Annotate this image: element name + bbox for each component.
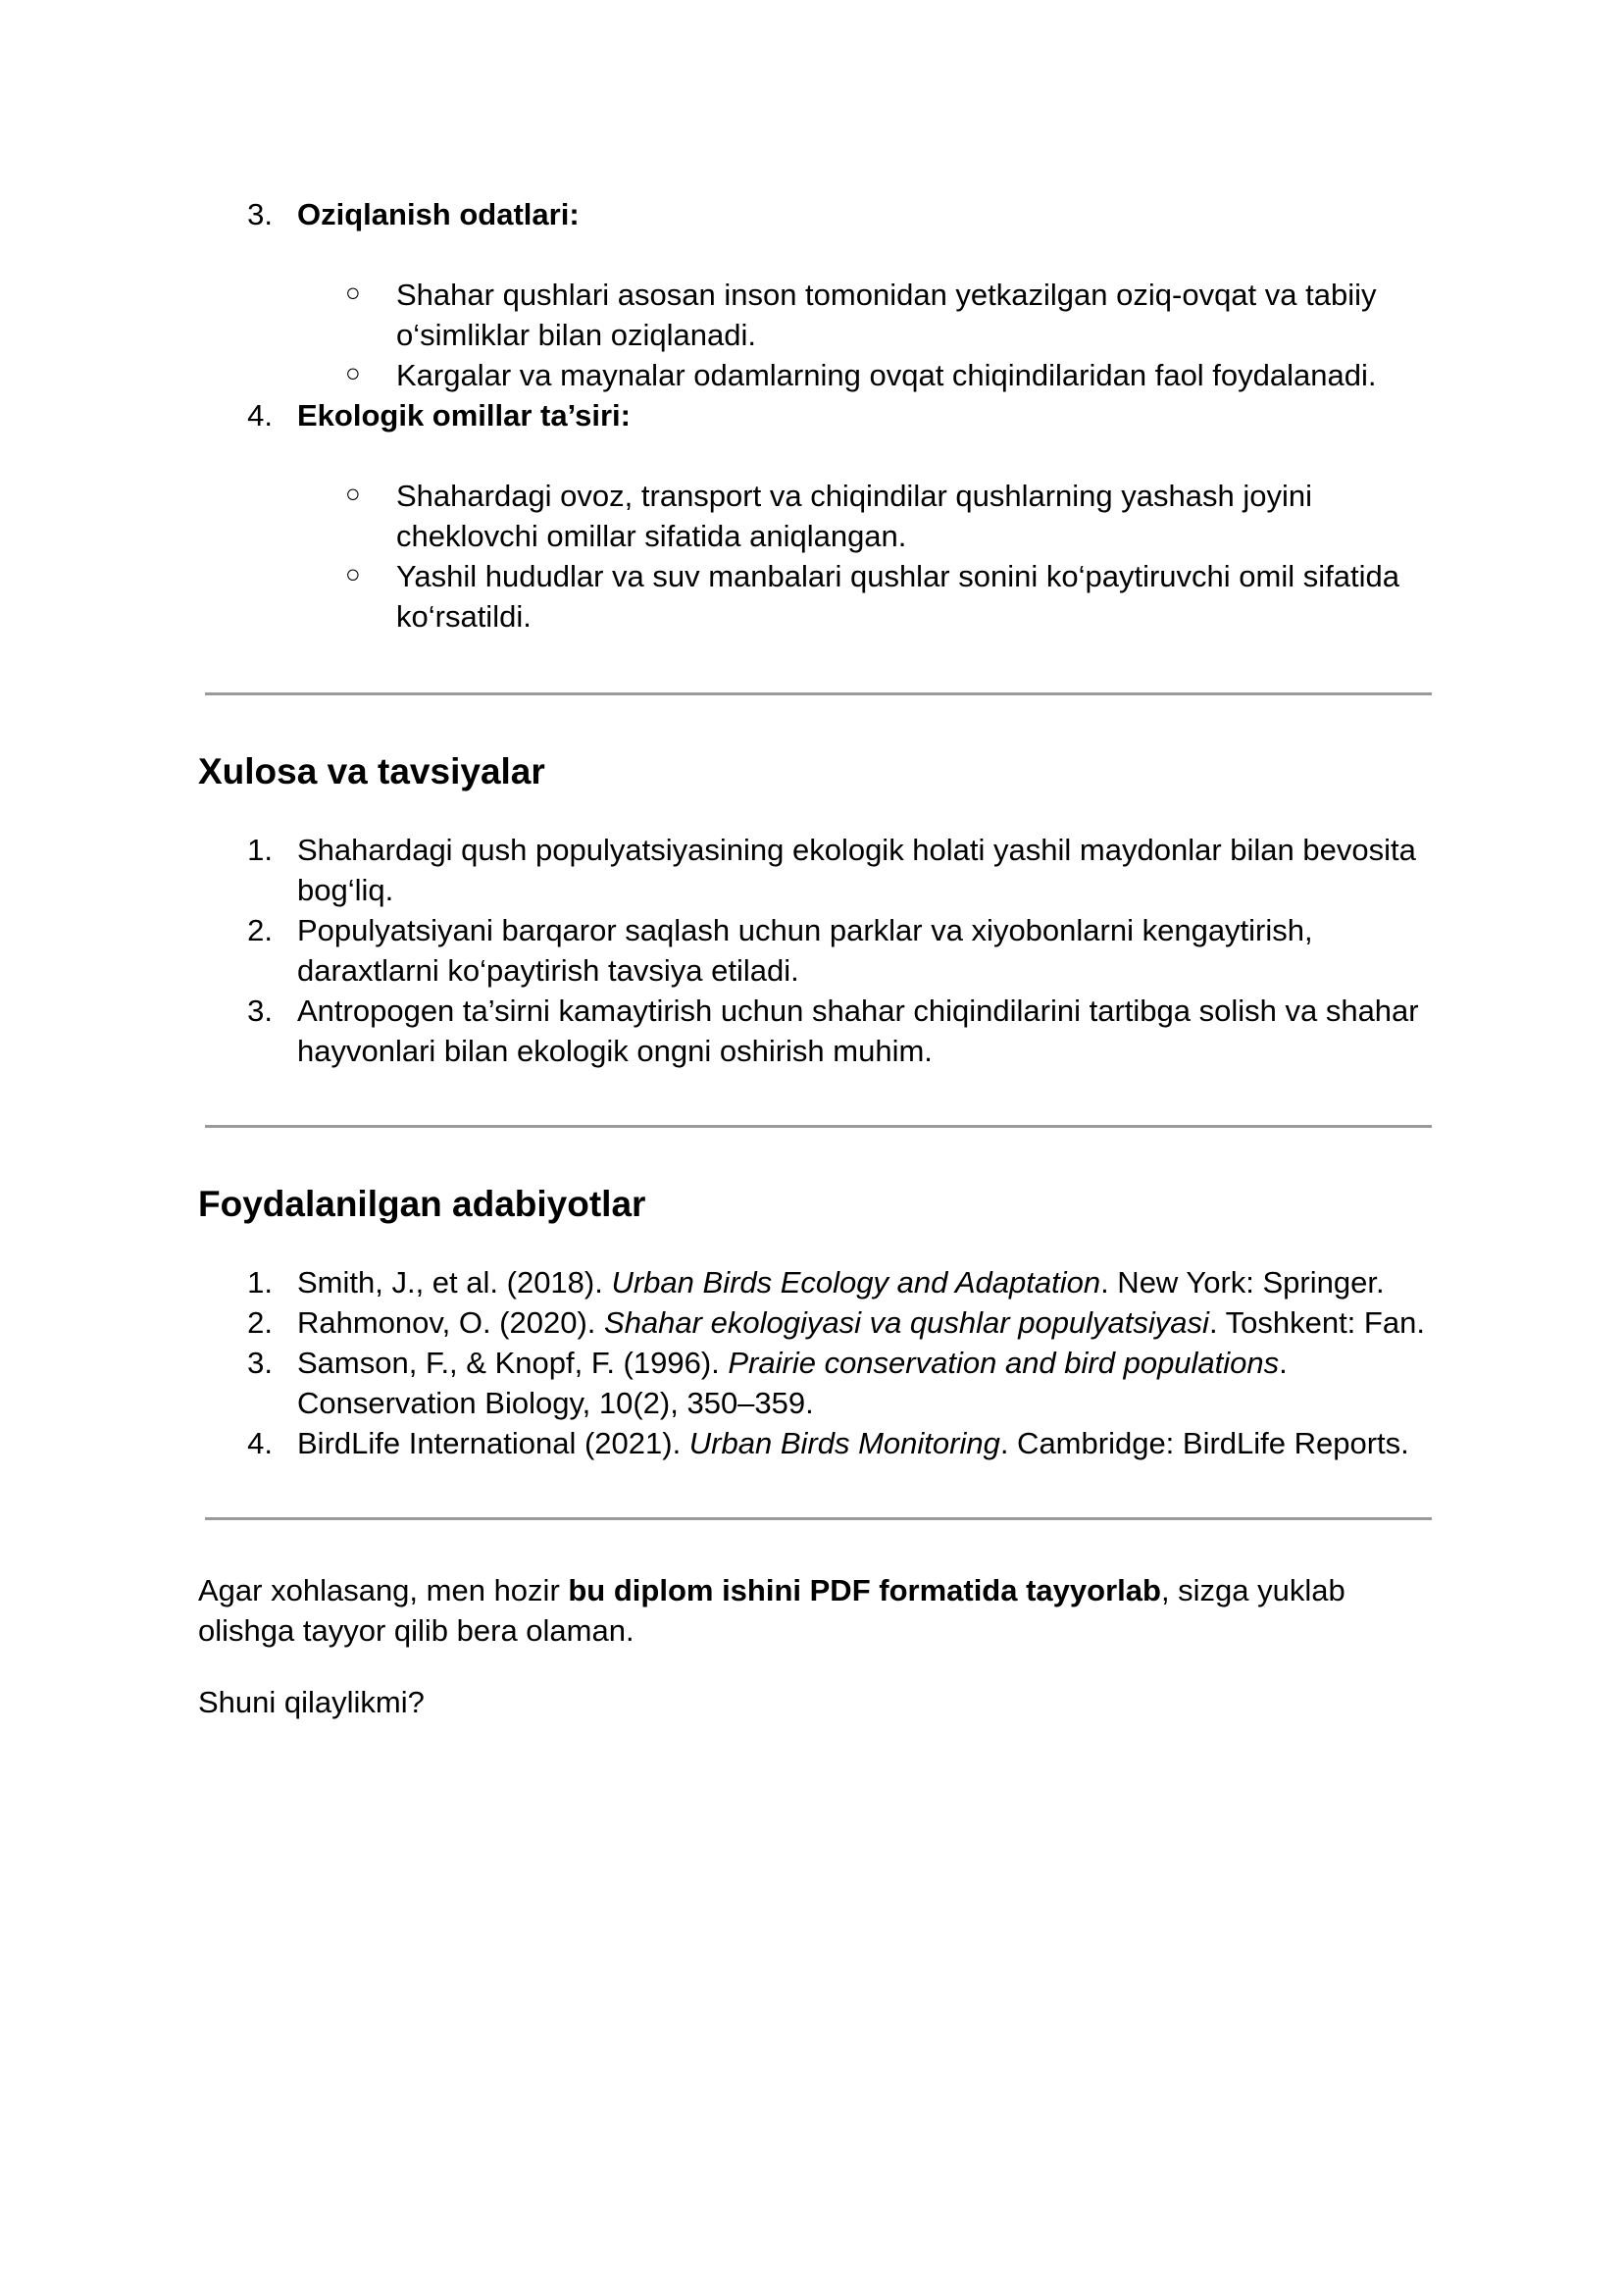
horizontal-divider: [205, 692, 1432, 695]
bullet-text: ko‘rsatildi.: [396, 599, 532, 634]
bullet-circle-icon: ○: [345, 358, 361, 387]
reference-entry: Smith, J., et al. (2018). Urban Birds Ecology and Adaptation. New York: Springer.: [297, 1265, 1385, 1300]
list-number: 3.: [247, 994, 273, 1028]
list-number: 3.: [247, 197, 273, 231]
bullet-circle-icon: ○: [345, 559, 361, 588]
list-number: 4.: [247, 1426, 273, 1460]
reference-title: Urban Birds Monitoring: [688, 1426, 1000, 1460]
reference-title: Prairie conservation and bird populations: [728, 1346, 1280, 1380]
bullet-text: Kargalar va maynalar odamlarning ovqat chiqindilaridan faol foydalanadi.: [396, 358, 1377, 392]
list-number: 1.: [247, 833, 273, 867]
closing-question: Shuni qilaylikmi?: [198, 1685, 425, 1719]
closing-paragraph: Agar xohlasang, men hozir bu diplom ishini PDF formatida tayyorlab, sizga yuklab: [198, 1573, 1345, 1607]
bullet-text: Shahardagi ovoz, transport va chiqindilar qushlarning yashash joyini: [396, 479, 1312, 513]
list-item-text: Populyatsiyani barqaror saqlash uchun parklar va xiyobonlarni kengaytirish,: [297, 913, 1313, 947]
list-number: 1.: [247, 1265, 273, 1300]
bullet-text: Shahar qushlari asosan inson tomonidan yetkazilgan oziq-ovqat va tabiiy: [396, 278, 1377, 312]
list-number: 3.: [247, 1346, 273, 1380]
bullet-text: cheklovchi omillar sifatida aniqlangan.: [396, 519, 907, 553]
list-number: 2.: [247, 913, 273, 947]
list-item-text: Shahardagi qush populyatsiyasining ekologik holati yashil maydonlar bilan bevosita: [297, 833, 1416, 867]
horizontal-divider: [205, 1517, 1432, 1520]
bullet-text: o‘simliklar bilan oziqlanadi.: [396, 318, 757, 352]
closing-paragraph-continued: olishga tayyor qilib bera olaman.: [198, 1613, 634, 1648]
list-item-text: Antropogen ta’sirni kamaytirish uchun shahar chiqindilarini tartibga solish va shahar: [297, 994, 1419, 1028]
section-heading: Xulosa va tavsiyalar: [198, 751, 545, 791]
list-item-text: bog‘liq.: [297, 873, 394, 907]
list-number: 4.: [247, 398, 273, 433]
list-item-title: Ekologik omillar ta’siri:: [297, 398, 631, 433]
reference-entry: Samson, F., & Knopf, F. (1996). Prairie conservation and bird populations.: [297, 1346, 1288, 1380]
horizontal-divider: [205, 1125, 1432, 1128]
list-item-text: hayvonlari bilan ekologik ongni oshirish muhim.: [297, 1034, 933, 1068]
bullet-circle-icon: ○: [345, 278, 361, 307]
reference-entry: Rahmonov, O. (2020). Shahar ekologiyasi va qushlar populyatsiyasi. Toshkent: Fan.: [297, 1305, 1425, 1340]
bullet-text: Yashil hududlar va suv manbalari qushlar sonini ko‘paytiruvchi omil sifatida: [396, 559, 1399, 593]
bullet-circle-icon: ○: [345, 479, 361, 508]
reference-title: Urban Birds Ecology and Adaptation: [611, 1265, 1101, 1300]
reference-entry: BirdLife International (2021). Urban Birds Monitoring. Cambridge: BirdLife Reports.: [297, 1426, 1409, 1460]
list-item-text: daraxtlarni ko‘paytirish tavsiya etiladi.: [297, 953, 799, 988]
list-number: 2.: [247, 1305, 273, 1340]
section-heading: Foydalanilgan adabiyotlar: [198, 1184, 646, 1224]
list-item-title: Oziqlanish odatlari:: [297, 197, 580, 231]
reference-entry-continued: Conservation Biology, 10(2), 350–359.: [297, 1386, 814, 1420]
reference-title: Shahar ekologiyasi va qushlar populyatsiyasi: [604, 1305, 1209, 1340]
